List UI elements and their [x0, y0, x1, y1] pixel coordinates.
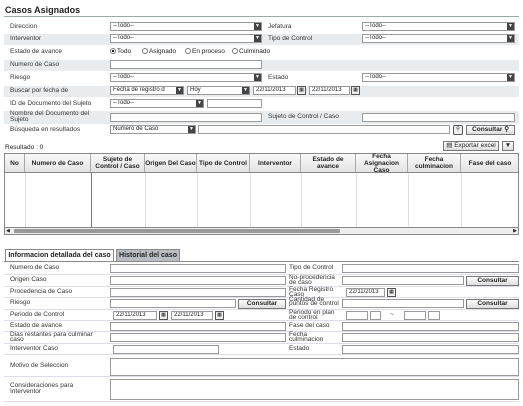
estado-avance-detail-label: Estado de avance — [10, 322, 63, 329]
filter-row-estado-avance — [4, 47, 519, 58]
numero-caso-detail-field[interactable] — [110, 264, 286, 273]
scroll-right-icon[interactable]: ▶ — [513, 228, 517, 234]
column-divider — [145, 173, 146, 227]
id-documento-select[interactable]: --Todo-- ▼ — [110, 99, 204, 108]
numero-caso-input[interactable] — [110, 60, 262, 69]
procedencia-label: Procedencia de Caso — [10, 288, 73, 295]
column-header[interactable]: Interventor — [250, 154, 301, 172]
filter-row-riesgo — [4, 73, 519, 84]
column-divider — [461, 173, 462, 227]
consideraciones-label: Consideraciones para Interventor — [10, 382, 74, 395]
periodo-plan-separator: ~ — [390, 311, 394, 318]
chevron-down-icon: ▼ — [508, 74, 513, 80]
column-divider — [250, 173, 251, 227]
consultar-button[interactable]: Consultar ⚲ — [466, 125, 515, 135]
chevron-down-icon: ▼ — [197, 100, 202, 106]
title-divider — [4, 16, 519, 17]
chevron-down-icon: ▼ — [508, 35, 513, 41]
numero-caso-label: Numero de Caso — [10, 61, 60, 68]
column-divider — [408, 173, 409, 227]
periodo-control-label: Periodo de Control — [10, 311, 65, 318]
numero-caso-detail-label: Numero de Caso — [10, 264, 60, 271]
cantidad-puntos-field[interactable] — [342, 299, 464, 308]
nombre-documento-label: Nombre del Documento del Sujeto — [10, 110, 90, 123]
interventor-caso-label: Interventor Caso — [10, 345, 59, 352]
dias-restantes-field[interactable] — [110, 333, 286, 342]
scrollbar-thumb[interactable] — [14, 229, 340, 233]
column-header[interactable]: Fecha Asignacion Caso — [356, 154, 408, 172]
radio-todo[interactable]: Todo — [110, 48, 131, 55]
periodo-plan-to-unit[interactable] — [428, 311, 440, 320]
consultar-no-procedencia-button[interactable]: Consultar — [466, 276, 519, 286]
detail-row — [4, 378, 519, 402]
riesgo-detail-field[interactable] — [110, 299, 236, 308]
riesgo-detail-label: Riesgo — [10, 299, 31, 306]
nombre-documento-input[interactable] — [110, 113, 262, 122]
radio-icon — [232, 48, 238, 54]
jefatura-select[interactable]: --Todo-- ▼ — [362, 22, 515, 31]
fecha-registro-label: Fecha Registro Caso — [289, 286, 334, 298]
page-title: Casos Asignados — [5, 5, 81, 15]
riesgo-select[interactable]: --Todo-- ▼ — [110, 73, 262, 82]
column-header[interactable]: Fase del caso — [468, 159, 512, 167]
results-table-body — [4, 173, 519, 227]
sujeto-control-label: Sujeto de Control / Caso — [268, 113, 339, 120]
chevron-down-icon: ▼ — [504, 142, 512, 149]
consideraciones-textarea[interactable] — [110, 379, 519, 400]
search-icon[interactable]: ⚲ — [453, 125, 463, 135]
tipo-control-detail-field[interactable] — [342, 264, 519, 273]
periodo-to-field[interactable]: 22/11/2013 — [171, 311, 213, 320]
tab-informacion-detallada[interactable]: Informacion detallada del caso — [5, 249, 114, 261]
fase-caso-label: Fase del caso — [289, 322, 330, 329]
column-divider — [25, 173, 26, 227]
chevron-down-icon: ▼ — [189, 126, 194, 132]
horizontal-scrollbar[interactable] — [4, 227, 519, 235]
filter-row-direccion — [4, 22, 519, 33]
detail-row — [4, 344, 519, 355]
result-count: Resultado : 0 — [5, 144, 44, 151]
interventor-caso-field[interactable] — [113, 345, 219, 354]
export-options-button[interactable] — [502, 141, 514, 151]
fase-caso-field[interactable] — [342, 322, 519, 331]
chevron-down-icon: ▼ — [508, 23, 513, 29]
estado-select[interactable]: --Todo-- ▼ — [362, 73, 515, 82]
calendar-icon[interactable]: ▦ — [351, 86, 360, 95]
origen-caso-label: Origen Caso — [10, 276, 47, 283]
tab-historial[interactable]: Historial del caso — [116, 249, 180, 261]
motivo-textarea[interactable] — [110, 358, 519, 376]
fecha-field-select[interactable]: Fecha de registro d ▼ — [110, 86, 184, 95]
busqueda-input[interactable] — [198, 125, 450, 134]
column-divider — [356, 173, 357, 227]
busqueda-field-select[interactable]: Numero de Caso ▼ — [110, 125, 196, 134]
periodo-plan-label: Periodo en plan de control — [289, 309, 335, 321]
fecha-from-input[interactable]: 22/11/2013 — [253, 86, 296, 95]
estado-label: Estado — [268, 74, 289, 81]
detail-row — [4, 332, 519, 344]
estado-detail-label: Estado — [289, 345, 310, 352]
detail-row — [4, 287, 519, 298]
column-header[interactable]: Fecha culminacion — [408, 154, 461, 172]
export-excel-button[interactable]: ▤ Exportar excel — [443, 141, 499, 151]
chevron-down-icon: ▼ — [255, 35, 260, 41]
no-procedencia-label: No-procedencia de caso — [289, 274, 335, 286]
id-documento-label: ID de Documento del Sujeto — [10, 100, 92, 107]
motivo-label: Motivo de Seleccion — [10, 362, 69, 369]
detail-row — [4, 298, 519, 310]
periodo-plan-to-field[interactable] — [404, 311, 426, 320]
dias-restantes-label: Dias restantes para culminar caso — [10, 331, 93, 343]
search-icon: ⚲ — [504, 126, 509, 133]
tab-divider — [4, 261, 519, 262]
filter-row-id-documento — [4, 99, 519, 110]
estado-avance-label: Estado de avance — [10, 48, 63, 55]
busqueda-label: Búsqueda en resultados — [10, 126, 81, 133]
fecha-period-select[interactable]: Hoy ▼ — [187, 86, 250, 95]
calendar-icon[interactable]: ▦ — [159, 311, 168, 320]
column-header[interactable]: No — [5, 154, 25, 172]
consultar-puntos-button[interactable]: Consultar — [466, 299, 519, 309]
calendar-icon[interactable]: ▦ — [387, 288, 396, 297]
excel-icon: ▤ — [446, 142, 453, 149]
filter-row-busqueda — [4, 125, 519, 137]
detail-row — [4, 275, 519, 287]
periodo-plan-from-unit[interactable] — [370, 311, 381, 320]
estado-detail-field[interactable] — [342, 345, 519, 354]
sujeto-control-input[interactable] — [362, 113, 515, 122]
chevron-down-icon: ▼ — [177, 87, 182, 93]
jefatura-label: Jefatura — [268, 23, 292, 30]
column-header[interactable]: Estado de avance — [301, 154, 356, 172]
chevron-down-icon: ▼ — [255, 23, 260, 29]
radio-icon — [142, 48, 148, 54]
scroll-left-icon[interactable]: ◀ — [6, 228, 10, 234]
fecha-culminacion-label: Fecha culminacion — [289, 331, 324, 343]
tipo-control-detail-label: Tipo de Control — [289, 264, 334, 271]
cantidad-puntos-label: Cantidad de puntos de control — [289, 296, 339, 307]
chevron-down-icon: ▼ — [255, 74, 260, 80]
riesgo-label: Riesgo — [10, 74, 31, 81]
radio-icon — [185, 48, 191, 54]
tipo-control-select[interactable]: --Todo-- ▼ — [362, 34, 515, 43]
periodo-from-field[interactable]: 22/11/2013 — [113, 311, 157, 320]
origen-caso-field[interactable] — [110, 276, 286, 285]
calendar-icon[interactable]: ▦ — [215, 311, 224, 320]
periodo-plan-from-field[interactable] — [346, 311, 368, 320]
column-header[interactable]: Tipo de Control — [197, 154, 250, 172]
radio-en-proceso[interactable]: En proceso — [185, 48, 225, 55]
calendar-icon[interactable]: ▦ — [297, 86, 306, 95]
filter-row-numero-caso — [4, 60, 519, 71]
detail-row — [4, 310, 519, 321]
detail-row — [4, 264, 519, 275]
tipo-control-label: Tipo de Control — [268, 35, 313, 42]
consultar-riesgo-button[interactable]: Consultar — [238, 299, 286, 309]
buscar-fecha-label: Buscar por fecha de — [10, 87, 69, 94]
column-header[interactable]: Sujeto de Control / Caso — [91, 154, 145, 172]
filter-row-fecha — [4, 86, 519, 97]
direccion-select[interactable]: --Todo-- ▼ — [110, 22, 262, 31]
filter-row-nombre-documento — [4, 111, 519, 124]
no-procedencia-field[interactable] — [342, 276, 464, 285]
chevron-down-icon: ▼ — [243, 87, 248, 93]
column-header[interactable]: Origen Del Caso — [145, 154, 197, 172]
radio-culminado[interactable]: Culminado — [232, 48, 270, 55]
column-divider — [197, 173, 198, 227]
filter-row-interventor — [4, 34, 519, 45]
column-divider — [91, 173, 92, 227]
radio-selected-icon — [110, 48, 116, 54]
fecha-culminacion-field[interactable] — [342, 333, 519, 342]
column-header[interactable]: Numero de Caso — [25, 154, 91, 172]
procedencia-field[interactable] — [110, 288, 286, 297]
estado-avance-detail-field[interactable] — [110, 322, 286, 331]
interventor-label: Interventor — [10, 35, 42, 42]
fecha-registro-field[interactable]: 22/11/2013 — [346, 288, 385, 297]
id-documento-input[interactable] — [207, 99, 262, 108]
column-divider — [301, 173, 302, 227]
radio-asignado[interactable]: Asignado — [142, 48, 176, 55]
interventor-select[interactable]: --Todo-- ▼ — [110, 34, 262, 43]
results-table-header — [4, 153, 519, 173]
fecha-to-input[interactable]: 22/11/2013 — [309, 86, 350, 95]
direccion-label: Direccion — [10, 23, 38, 30]
detail-row — [4, 357, 519, 377]
